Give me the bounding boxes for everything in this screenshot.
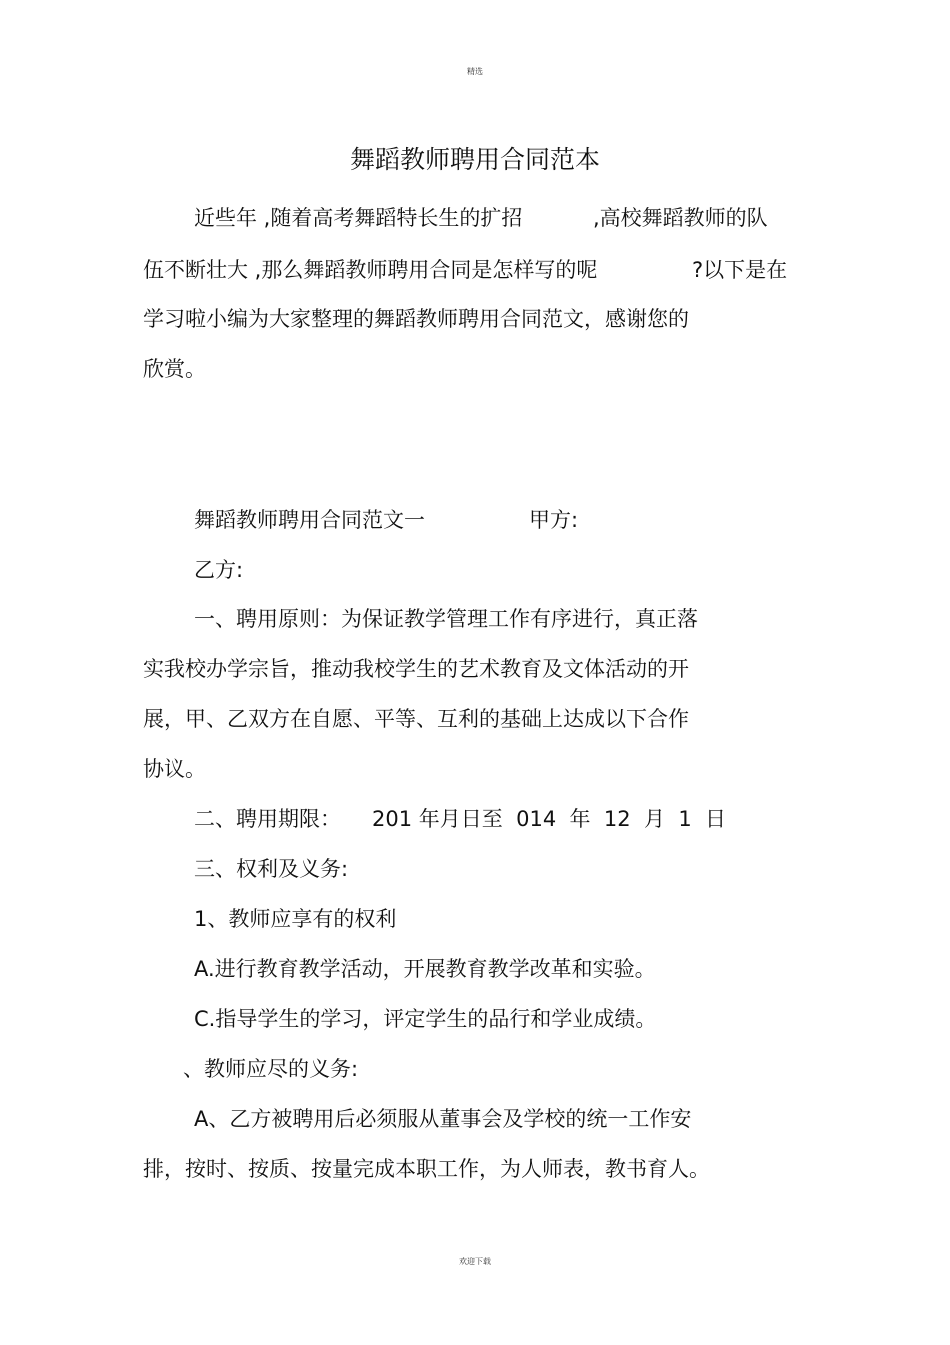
right-item-c: C.指导学生的学习，评定学生的品行和学业成绩。 xyxy=(194,1007,657,1031)
header-mark: 精选 xyxy=(467,67,483,76)
intro-line-1a: 近些年 ,随着高考舞蹈特长生的扩招 xyxy=(194,206,523,230)
duties-heading: 、教师应尽的义务: xyxy=(183,1057,359,1081)
rights-heading: 三、权利及义务: xyxy=(194,857,349,881)
intro-line-2a: 伍不断壮大 ,那么舞蹈教师聘用合同是怎样写的呢 xyxy=(143,258,598,282)
duty-item-a-line-2: 排，按时、按质、按量完成本职工作，为人师表，教书育人。 xyxy=(143,1157,710,1181)
term-label: 二、聘用期限： xyxy=(194,807,341,831)
intro-line-1b: ,高校舞蹈教师的队 xyxy=(593,206,768,230)
principle-line-1: 一、聘用原则：为保证教学管理工作有序进行，真正落 xyxy=(194,607,698,631)
document-title: 舞蹈教师聘用合同范本 xyxy=(349,145,600,174)
party-a-label: 甲方: xyxy=(529,508,579,532)
principle-line-2: 实我校办学宗旨，推动我校学生的艺术教育及文体活动的开 xyxy=(143,657,689,681)
contract-heading: 舞蹈教师聘用合同范文一 xyxy=(194,508,425,532)
principle-line-3: 展，甲、乙双方在自愿、平等、互利的基础上达成以下合作 xyxy=(143,707,689,731)
footer-mark: 欢迎下载 xyxy=(459,1257,491,1266)
rights-subheading: 1、教师应享有的权利 xyxy=(194,907,397,931)
intro-line-3: 学习啦小编为大家整理的舞蹈教师聘用合同范文，感谢您的 xyxy=(143,307,689,331)
party-b-label: 乙方: xyxy=(194,558,244,582)
intro-line-4: 欣赏。 xyxy=(143,357,206,381)
intro-line-2b: ?以下是在 xyxy=(692,258,788,282)
duty-item-a-line-1: A、乙方被聘用后必须服从董事会及学校的统一工作安 xyxy=(194,1107,692,1131)
right-item-a: A.进行教育教学活动，开展教育教学改革和实验。 xyxy=(194,957,656,981)
term-value: 201 年月日至 014 年 12 月 1 日 xyxy=(372,807,727,831)
principle-line-4: 协议。 xyxy=(143,757,206,781)
